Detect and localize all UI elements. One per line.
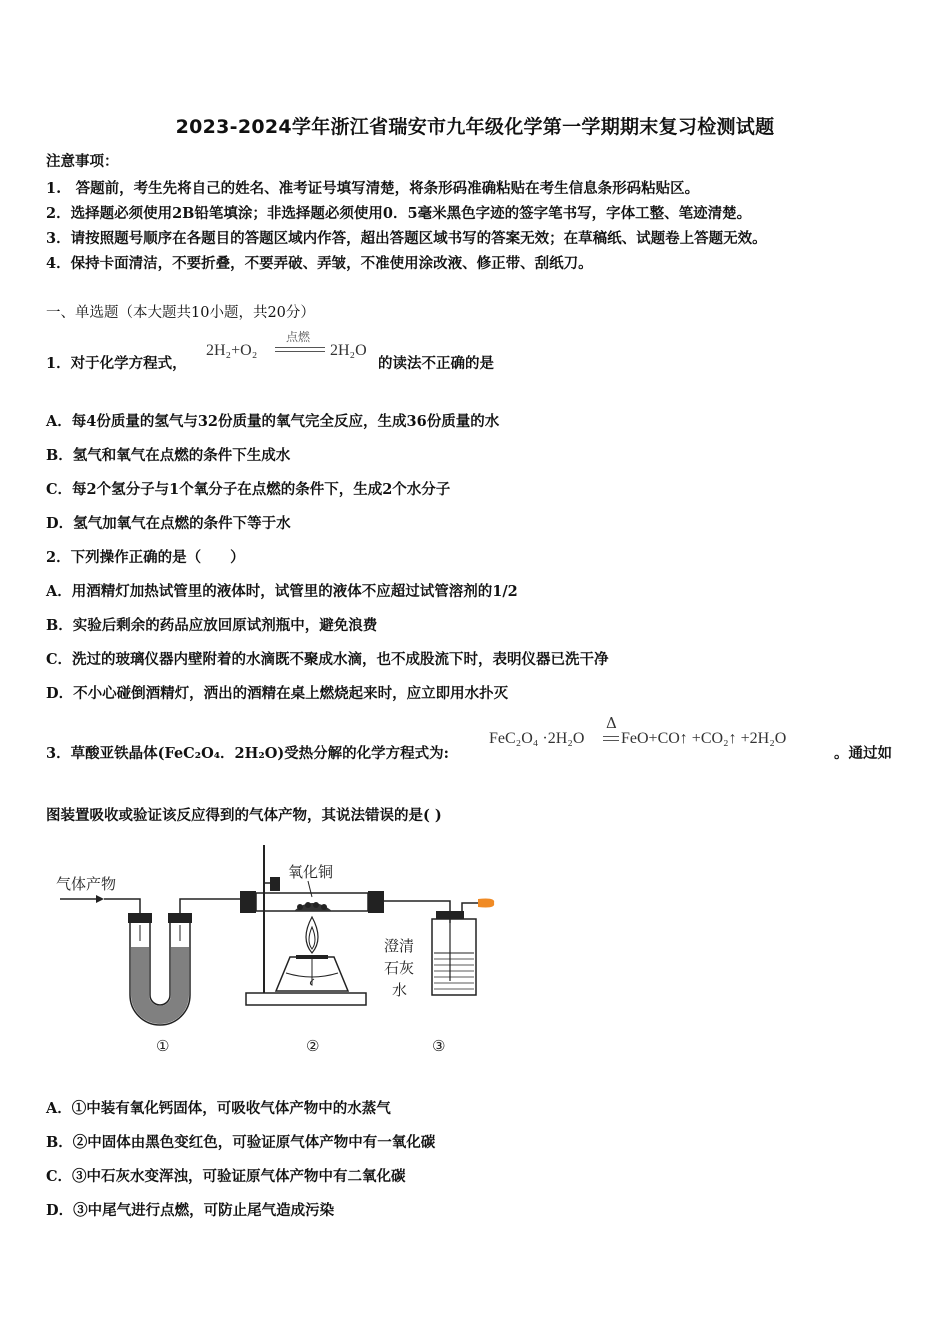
q3-option-a: A．①中装有氧化钙固体，可吸收气体产物中的水蒸气: [46, 1100, 391, 1117]
cuo-label: 氧化铜: [288, 863, 334, 881]
q3-prefix: 3．草酸亚铁晶体(FeC₂O₄．2H₂O)受热分解的化学方程式为:: [46, 745, 450, 762]
limewater-label-1: 澄清: [384, 937, 415, 955]
marker-1: ①: [156, 1037, 170, 1055]
gas-arrow-head: [96, 895, 104, 903]
q1-eq-left: 2H₂+O₂: [206, 342, 258, 359]
notice-heading: 注意事项：: [46, 153, 119, 170]
limewater-bottle: [384, 899, 494, 1000]
q3-eq-bar: [603, 736, 619, 741]
q3-continuation: 图装置吸收或验证该反应得到的气体产物，其说法错误的是( ): [46, 807, 442, 824]
q1-eq-condition: 点燃: [286, 330, 311, 344]
q1-option-a: A．每4份质量的氢气与32份质量的氧气完全反应，生成36份质量的水: [46, 413, 500, 430]
q3-eq-right: FeO+CO↑ +CO₂↑ +2H₂O: [621, 730, 787, 747]
q2-option-d: D．不小心碰倒酒精灯，洒出的酒精在桌上燃烧起来时，应立即用水扑灭: [46, 685, 509, 702]
notice-item-1: 1. 答题前，考生先将自己的姓名、准考证号填写清楚，将条形码准确粘贴在考生信息条形码粘贴区。: [46, 180, 700, 197]
q3-eq-condition: Δ: [606, 714, 617, 732]
q3-eq-left: FeC₂O₄ ·2H₂O: [489, 730, 585, 747]
q2-option-b: B．实验后剩余的药品应放回原试剂瓶中，避免浪费: [46, 617, 378, 634]
q2-option-a: A．用酒精灯加热试管里的液体时，试管里的液体不应超过试管溶剂的1/2: [46, 583, 518, 600]
page-title: 2023-2024学年浙江省瑞安市九年级化学第一学期期末复习检测试题: [175, 116, 775, 138]
q1-prefix: 1．对于化学方程式，: [46, 355, 187, 372]
notice-item-4: 4．保持卡面清洁，不要折叠，不要弄破、弄皱，不准使用涂改液、修正带、刮纸刀。: [46, 255, 593, 272]
combustion-setup: [240, 845, 384, 1005]
apparatus-figure: [50, 835, 510, 1065]
q3-suffix: 。通过如: [834, 745, 892, 762]
section-heading: 一、单选题（本大题共10小题，共20分）: [46, 305, 315, 321]
notice-item-3: 3．请按照题号顺序在各题目的答题区域内作答，超出答题区域书写的答案无效；在草稿纸、试题卷上答题无效。: [46, 230, 767, 247]
limewater-label-3: 水: [392, 981, 408, 999]
q3-option-d: D．③中尾气进行点燃，可防止尾气造成污染: [46, 1202, 335, 1219]
flame-icon: [478, 899, 494, 908]
q3-option-c: C．③中石灰水变浑浊，可验证原气体产物中有二氧化碳: [46, 1168, 406, 1185]
q1-option-d: D．氢气加氧气在点燃的条件下等于水: [46, 515, 291, 532]
limewater-label-2: 石灰: [384, 959, 415, 977]
marker-2: ②: [306, 1037, 320, 1055]
q1-option-b: B．氢气和氧气在点燃的条件下生成水: [46, 447, 291, 464]
notice-item-2: 2．选择题必须使用2B铅笔填涂；非选择题必须使用0．5毫米黑色字迹的签字笔书写，字体工整、笔迹清楚。: [46, 205, 752, 222]
q2-option-c: C．洗过的玻璃仪器内壁附着的水滴既不聚成水滴，也不成股流下时，表明仪器已洗干净: [46, 651, 609, 668]
q1-eq-right: 2H₂O: [330, 342, 367, 359]
q1-suffix: 的读法不正确的是: [378, 355, 494, 372]
q1-option-c: C．每2个氢分子与1个氧分子在点燃的条件下，生成2个水分子: [46, 481, 451, 498]
u-tube: [104, 899, 210, 1025]
gas-product-label: 气体产物: [56, 875, 117, 893]
q3-option-b: B．②中固体由黑色变红色，可验证原气体产物中有一氧化碳: [46, 1134, 436, 1151]
marker-3: ③: [432, 1037, 446, 1055]
q2-stem: 2．下列操作正确的是（ ）: [46, 549, 245, 566]
q1-eq-bar: [275, 347, 325, 352]
